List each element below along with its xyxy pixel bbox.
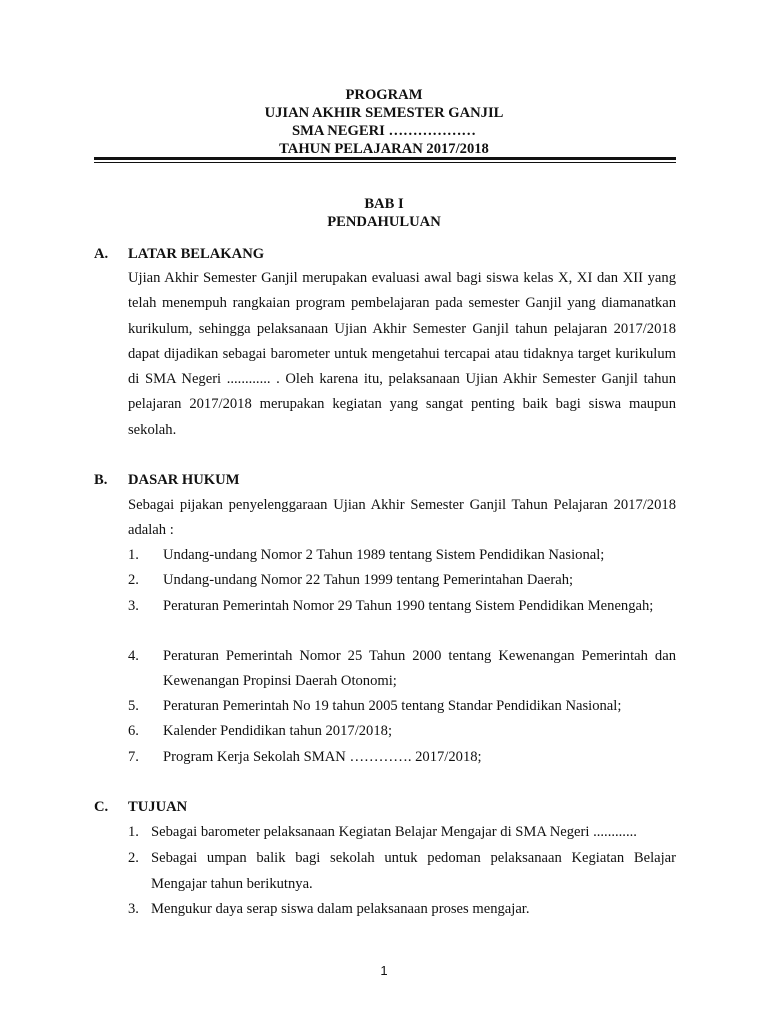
list-item: Undang-undang Nomor 2 Tahun 1989 tentang Sistem Pendidikan Nasional; [163,547,605,563]
header-divider-thick [94,157,676,160]
list-item: Undang-undang Nomor 22 Tahun 1999 tentang Pemerintahan Daerah; [163,572,574,588]
section-b-title: DASAR HUKUM [128,472,240,488]
chapter-number: BAB I [364,196,404,212]
header-school: SMA NEGERI ……………… [291,123,477,139]
header-program: PROGRAM [345,87,423,103]
list-item: Sebagai barometer pelaksanaan Kegiatan Belajar Mengajar di SMA Negeri ............ [151,824,637,840]
list-item: Kalender Pendidikan tahun 2017/2018; [163,723,392,739]
list-item: Mengukur daya serap siswa dalam pelaksanaan proses mengajar. [151,901,530,917]
list-item-number: 2. [128,850,139,866]
section-c-letter: C. [94,799,109,815]
header-exam-title: UJIAN AKHIR SEMESTER GANJIL [264,105,504,121]
list-item-number: 7. [128,749,139,765]
list-item-number: 3. [128,901,139,917]
list-item-number: 4. [128,648,139,664]
chapter-title: PENDAHULUAN [327,214,441,230]
list-item-number: 1. [128,547,139,563]
list-item-number: 5. [128,698,139,714]
list-item-number: 6. [128,723,139,739]
section-a-paragraph: Ujian Akhir Semester Ganjil merupakan evaluasi awal bagi siswa kelas X, XI dan XII yang telah menempuh rangkaian program pembelajaran pada semester Ganjil yang diamanatkan kurikulum, sehingga pelaksanaan Ujian Akhir Semester Ganjil tahun pelajaran 2017/2018 dapat dijadikan sebagai barometer untuk mengetahui tercapai atau tidaknya target kurikulum di SMA Negeri ............ . Oleh karena itu, pelaksanaan Ujian Akhir Semester Ganjil tahun pelajaran 2017/2018 merupakan kegiatan yang sangat penting baik bagi siswa maupun sekolah. [128,270,676,438]
list-item: Peraturan Pemerintah No 19 tahun 2005 tentang Standar Pendidikan Nasional; [163,698,622,714]
section-a-title: LATAR BELAKANG [128,246,265,262]
list-item: Sebagai umpan balik bagi sekolah untuk pedoman pelaksanaan Kegiatan Belajar Mengajar tahun berikutnya. [151,850,676,892]
header-academic-year: TAHUN PELAJARAN 2017/2018 [279,141,489,157]
header-divider-thin [94,162,676,163]
list-item: Program Kerja Sekolah SMAN …………. 2017/2018; [163,749,482,765]
list-item: Peraturan Pemerintah Nomor 29 Tahun 1990 tentang Sistem Pendidikan Menengah; [163,598,654,614]
page-number: 1 [380,963,388,978]
list-item: Peraturan Pemerintah Nomor 25 Tahun 2000 tentang Kewenangan Pemerintah dan Kewenangan Propinsi Daerah Otonomi; [163,648,676,689]
list-item-number: 2. [128,572,139,588]
section-b-intro: Sebagai pijakan penyelenggaraan Ujian Akhir Semester Ganjil Tahun Pelajaran 2017/2018 adalah : [128,497,676,538]
list-item-number: 1. [128,824,139,840]
section-a-letter: A. [94,246,109,262]
list-item-number: 3. [128,598,139,614]
section-b-letter: B. [94,472,108,488]
section-c-title: TUJUAN [128,799,188,815]
